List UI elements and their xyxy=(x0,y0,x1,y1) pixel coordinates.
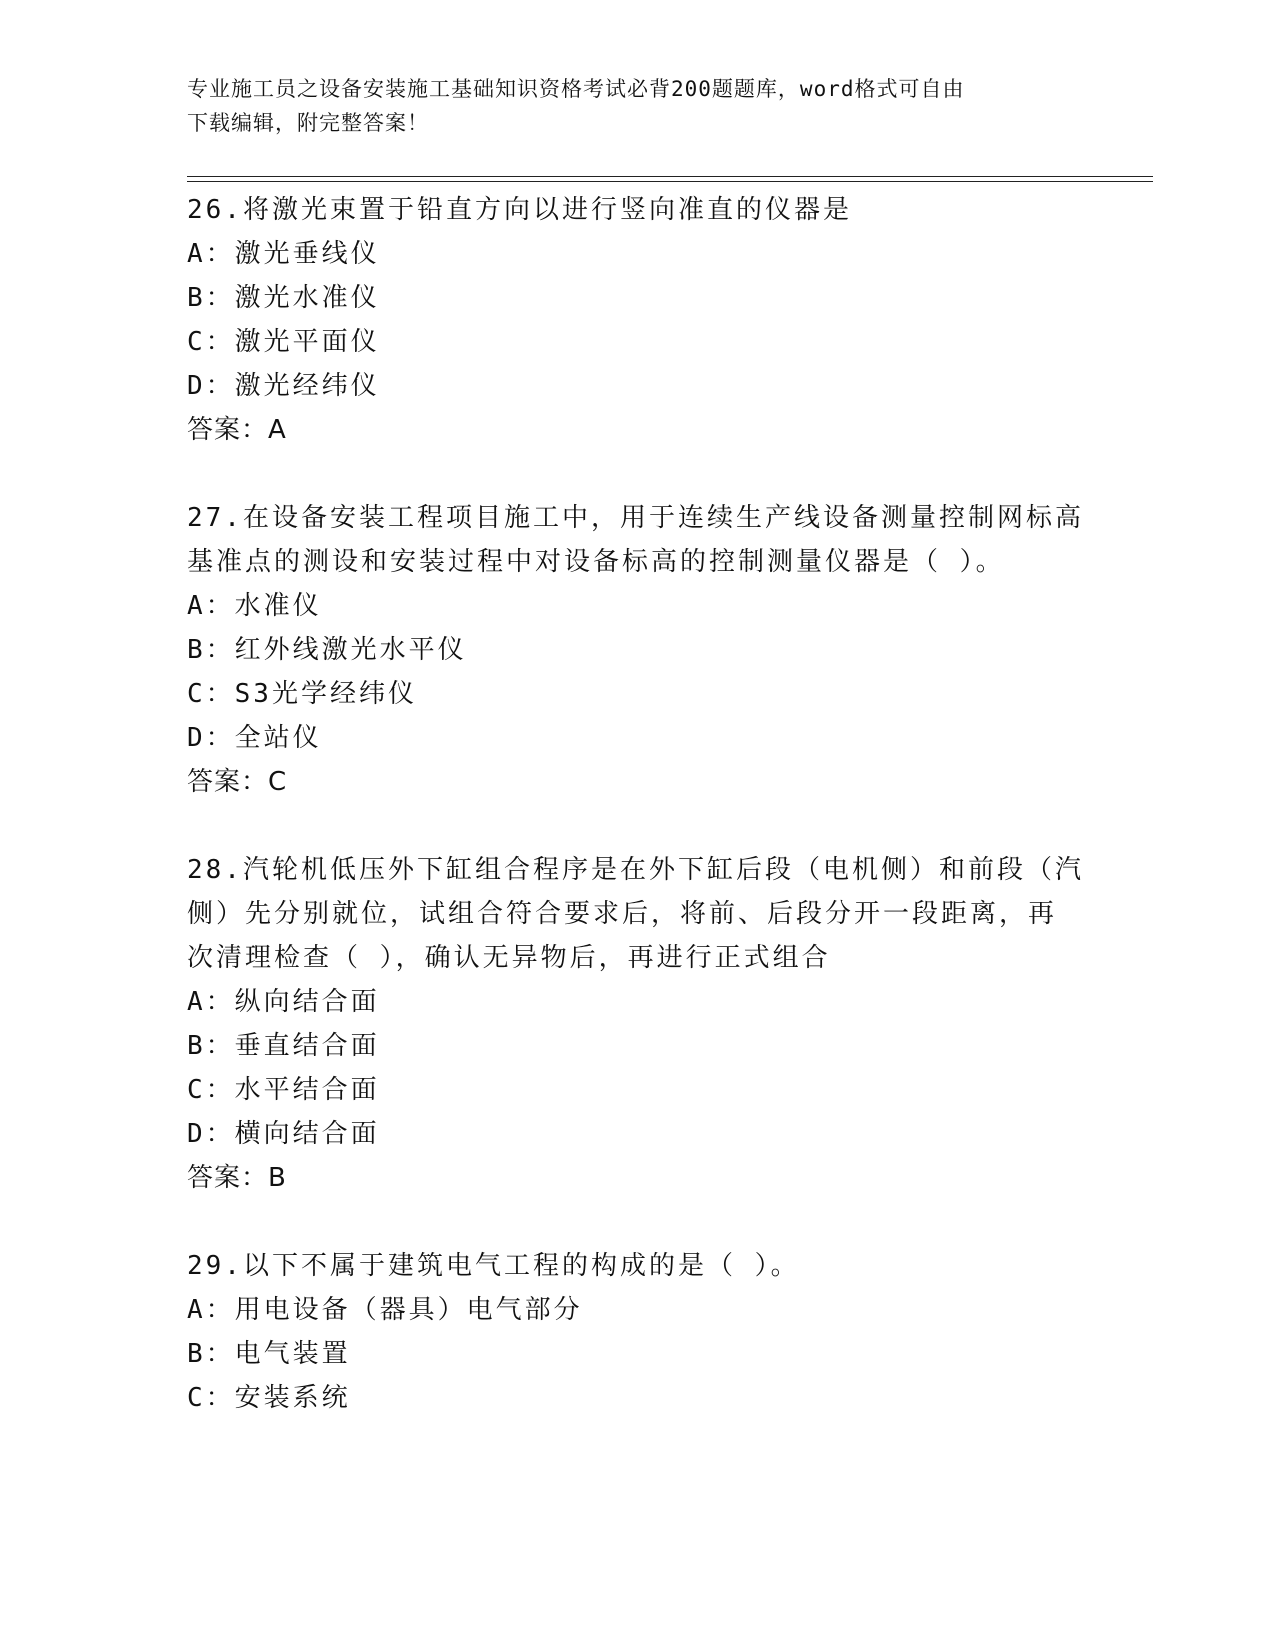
question-29-option-a: A：用电设备（器具）电气部分 xyxy=(187,1295,583,1325)
question-28-option-a: A：纵向结合面 xyxy=(187,987,380,1017)
header-line-2: 下载编辑，附完整答案！ xyxy=(187,111,429,135)
question-26-option-b: B：激光水准仪 xyxy=(187,283,380,313)
question-27-option-d: D：全站仪 xyxy=(187,723,322,753)
question-28-answer: 答案：B xyxy=(187,1163,287,1193)
question-28-stem-line-2: 侧）先分别就位，试组合符合要求后，将前、后段分开一段距离，再 xyxy=(187,899,1058,929)
question-27-stem-line-2: 基准点的测设和安装过程中对设备标高的控制测量仪器是（ ）。 xyxy=(187,547,1005,577)
question-27-option-a: A：水准仪 xyxy=(187,591,322,621)
question-29-option-c: C：安装系统 xyxy=(187,1383,351,1413)
question-27-option-b: B：红外线激光水平仪 xyxy=(187,635,467,665)
header-divider-top xyxy=(187,176,1153,177)
question-26-option-c: C：激光平面仪 xyxy=(187,327,380,357)
question-28-stem-line-1: 28.汽轮机低压外下缸组合程序是在外下缸后段（电机侧）和前段（汽 xyxy=(187,855,1084,885)
question-28-option-d: D：横向结合面 xyxy=(187,1119,380,1149)
question-26-stem: 26.将激光束置于铅直方向以进行竖向准直的仪器是 xyxy=(187,195,852,225)
header-line-1: 专业施工员之设备安装施工基础知识资格考试必背200题题库，word格式可自由 xyxy=(187,77,965,101)
question-28-stem-line-3: 次清理检查（ ），确认无异物后，再进行正式组合 xyxy=(187,943,831,973)
question-27-option-c: C：S3光学经纬仪 xyxy=(187,679,417,709)
question-27-stem-line-1: 27.在设备安装工程项目施工中，用于连续生产线设备测量控制网标高 xyxy=(187,503,1084,533)
question-28-option-c: C：水平结合面 xyxy=(187,1075,380,1105)
question-29-stem: 29.以下不属于建筑电气工程的构成的是（ ）。 xyxy=(187,1251,800,1281)
question-29-option-b: B：电气装置 xyxy=(187,1339,351,1369)
question-26-option-a: A：激光垂线仪 xyxy=(187,239,380,269)
question-26-option-d: D：激光经纬仪 xyxy=(187,371,380,401)
question-28-option-b: B：垂直结合面 xyxy=(187,1031,380,1061)
header-divider-bottom xyxy=(187,181,1153,182)
document-header xyxy=(187,72,1067,140)
question-26-answer: 答案：A xyxy=(187,415,287,445)
question-27-answer: 答案：C xyxy=(187,767,288,797)
